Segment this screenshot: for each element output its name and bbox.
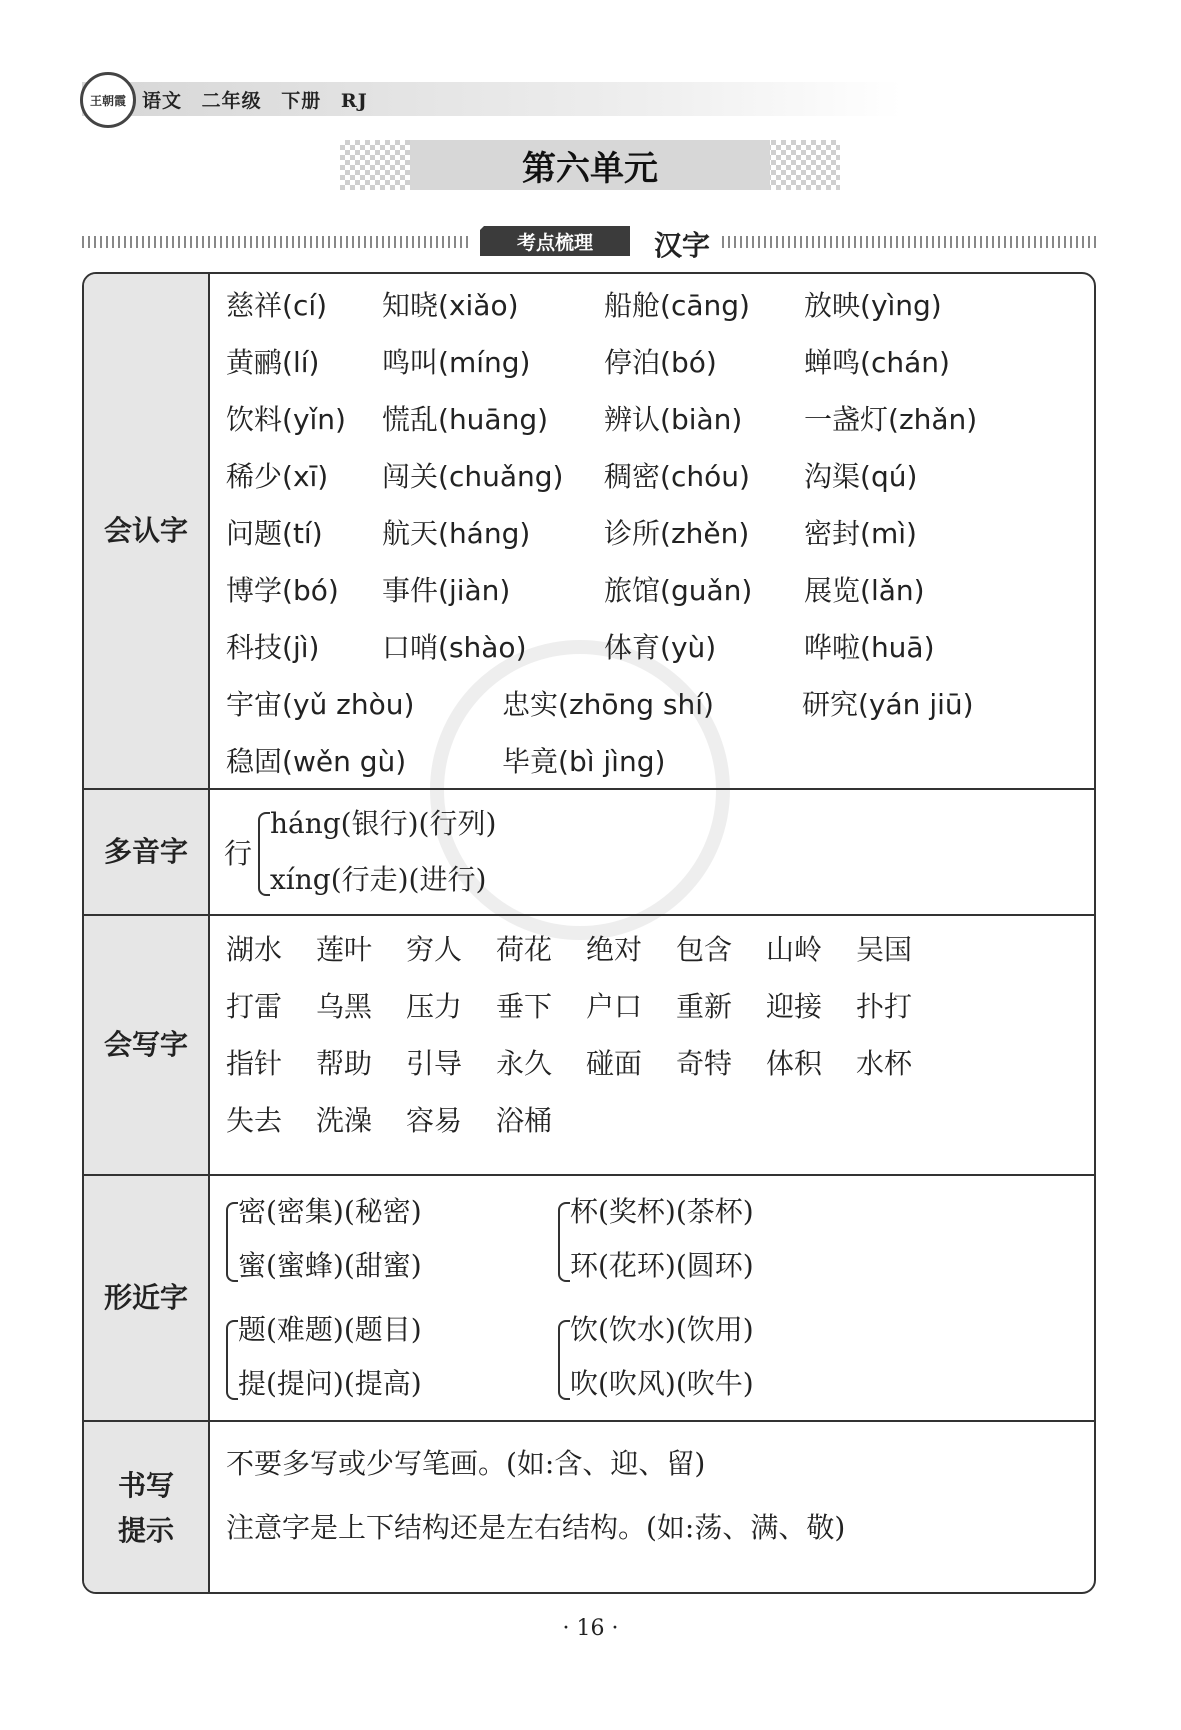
brace [258,812,270,896]
similar-4b: 吹(吹风)(吹牛) [570,1367,754,1400]
recognize-word-hanzi: 慌乱 [382,403,439,436]
tips-content [208,1422,1094,1594]
recognize-word-hanzi: 一盏灯 [804,403,889,436]
recognize-word [502,740,665,780]
tip-line-2: 注意字是上下结构还是左右结构。(如:荡、满、敬) [226,1511,846,1544]
recognize-word [382,284,519,324]
write-word: 帮助 [316,1047,373,1080]
recognize-word-hanzi: 事件 [382,574,439,607]
recognize-word [382,569,510,609]
write-word: 失去 [226,1104,283,1137]
recognize-word-pinyin: (mì) [860,517,917,550]
row-label-recognize: 会认字 [84,274,210,788]
brace [226,1320,238,1400]
recognize-word [382,512,530,552]
recognize-word-pinyin: (chuǎng) [438,460,564,493]
recognize-word-hanzi: 体育 [604,631,661,664]
recognize-word-pinyin: (tí) [282,517,323,550]
row-label-similar: 形近字 [84,1176,210,1420]
recognize-word-hanzi: 蝉鸣 [804,346,861,379]
publisher-logo [80,72,136,128]
recognize-word [382,398,548,438]
recognize-word-hanzi: 口哨 [382,631,439,664]
recognize-word-pinyin: (huā) [860,631,935,664]
subject: 语文 [142,90,183,112]
brace [226,1202,238,1282]
similar-1b: 蜜(蜜蜂)(甜蜜) [238,1249,422,1282]
recognize-word-hanzi: 密封 [804,517,861,550]
recognize-word-pinyin: (cí) [282,289,328,322]
recognize-word-hanzi: 科技 [226,631,283,664]
recognize-word [226,455,328,495]
write-word: 吴国 [856,933,913,966]
recognize-word [604,284,750,324]
polyphone-line-2: xíng(行走)(进行) [270,863,487,896]
recognize-word-pinyin: (jiàn) [438,574,511,607]
recognize-word [226,398,346,438]
write-word: 打雷 [226,990,283,1023]
edition: RJ [340,90,368,112]
logo-text: 王朝霞 [89,93,126,108]
write-word: 湖水 [226,933,283,966]
recognize-word [802,683,974,723]
write-word: 乌黑 [316,990,373,1023]
recognize-word-pinyin: (yǐn) [282,403,346,436]
recognize-word-hanzi: 旅馆 [604,574,661,607]
recognize-word [226,341,319,381]
tip-line-1: 不要多写或少写笔画。(如:含、迎、留) [226,1447,706,1480]
recognize-word [604,626,716,666]
write-word: 垂下 [496,990,553,1023]
recognize-word [604,398,742,438]
recognize-word-hanzi: 稳固 [226,745,283,778]
recognize-word-hanzi: 沟渠 [804,460,861,493]
brace [558,1202,570,1282]
recognize-word [502,683,714,723]
section-header [82,224,1098,262]
recognize-word-pinyin: (zhěn) [660,517,750,550]
recognize-word-pinyin: (háng) [438,517,531,550]
recognize-word [226,512,323,552]
recognize-word-hanzi: 知晓 [382,289,439,322]
similar-content [208,1176,1094,1420]
row-similar [84,1176,1094,1422]
recognize-word-pinyin: (bì jìng) [558,745,666,778]
row-write [84,916,1094,1176]
write-word: 水杯 [856,1047,913,1080]
recognize-word-hanzi: 研究 [802,688,859,721]
recognize-content [208,274,1094,788]
unit-title: 第六单元 [410,140,770,190]
similar-3b: 提(提问)(提高) [238,1367,422,1400]
section-tag: 考点梳理 [480,226,630,256]
write-word: 容易 [406,1104,463,1137]
write-word: 迎接 [766,990,823,1023]
write-word: 体积 [766,1047,823,1080]
recognize-word [382,626,527,666]
row-label-tips-line1: 书写 [117,1469,174,1503]
row-label-write: 会写字 [84,916,210,1174]
grade: 二年级 [201,90,262,112]
recognize-word [226,626,319,666]
recognize-word [804,398,977,438]
write-word: 莲叶 [316,933,373,966]
polyphone-content [208,790,1094,914]
page-number: · 16 · [562,1616,619,1641]
row-label-tips-line2: 提示 [117,1514,174,1547]
recognize-word-hanzi: 饮料 [226,403,283,436]
recognize-word-pinyin: (míng) [438,346,531,379]
dotted-divider-left [82,236,472,248]
recognize-word [604,455,750,495]
recognize-word-pinyin: (bó) [660,346,717,379]
recognize-word-hanzi: 稀少 [226,460,283,493]
write-word: 户口 [586,990,643,1023]
similar-4a: 饮(饮水)(饮用) [570,1313,754,1346]
recognize-word [382,341,530,381]
recognize-word-pinyin: (guǎn) [660,574,753,607]
recognize-word [604,512,749,552]
unit-banner [340,140,840,190]
recognize-word-pinyin: (zhǎn) [888,403,978,436]
polyphone-line-1: háng(银行)(行列) [270,807,497,840]
similar-3a: 题(难题)(题目) [238,1313,422,1346]
recognize-word-pinyin: (yìng) [860,289,942,322]
recognize-word-hanzi: 放映 [804,289,861,322]
recognize-word-pinyin: (yǔ zhòu) [282,688,415,721]
write-word: 山岭 [766,933,823,966]
row-label-tips [84,1422,210,1594]
write-word: 指针 [226,1047,283,1080]
recognize-word [226,740,406,780]
recognize-word-hanzi: 航天 [382,517,439,550]
recognize-word-pinyin: (chóu) [660,460,750,493]
recognize-word-pinyin: (yù) [660,631,717,664]
similar-2a: 杯(奖杯)(茶杯) [570,1195,754,1228]
recognize-word-hanzi: 鸣叫 [382,346,439,379]
recognize-word-pinyin: (yán jiū) [858,688,974,721]
recognize-word [804,284,942,324]
write-word: 压力 [406,990,463,1023]
recognize-word-hanzi: 黄鹂 [226,346,283,379]
recognize-word [604,569,752,609]
write-word: 奇特 [676,1047,733,1080]
section-title: 汉字 [654,229,711,262]
recognize-word-hanzi: 闯关 [382,460,439,493]
row-polyphone [84,790,1094,916]
recognize-word-hanzi: 船舱 [604,289,661,322]
write-word: 碰面 [586,1047,643,1080]
similar-2b: 环(花环)(圆环) [570,1249,754,1282]
recognize-word [804,512,917,552]
write-word: 包含 [676,933,733,966]
recognize-word-pinyin: (wěn gù) [282,745,407,778]
write-word: 绝对 [586,933,643,966]
write-word: 洗澡 [316,1104,373,1137]
recognize-word [226,569,339,609]
recognize-word-pinyin: (xī) [282,460,329,493]
dotted-divider-right [722,236,1098,248]
recognize-word [804,569,925,609]
recognize-word-hanzi: 辨认 [604,403,661,436]
recognize-word [226,284,327,324]
recognize-word-pinyin: (biàn) [660,403,743,436]
term: 下册 [281,90,322,112]
recognize-word-hanzi: 展览 [804,574,861,607]
row-label-polyphone: 多音字 [84,790,210,914]
recognize-word-hanzi: 哗啦 [804,631,861,664]
recognize-word [804,626,935,666]
recognize-word-pinyin: (huāng) [438,403,549,436]
recognize-word-hanzi: 宇宙 [226,688,283,721]
recognize-word-hanzi: 博学 [226,574,283,607]
write-word: 穷人 [406,933,463,966]
recognize-word-pinyin: (jì) [282,631,320,664]
recognize-word-pinyin: (lí) [282,346,320,379]
write-word: 浴桶 [496,1104,553,1137]
recognize-word [804,341,950,381]
recognize-word-pinyin: (chán) [860,346,950,379]
polyphone-char: 行 [224,837,253,870]
brace [558,1320,570,1400]
recognize-word [382,455,563,495]
recognize-word-pinyin: (shào) [438,631,527,664]
recognize-word-hanzi: 诊所 [604,517,661,550]
recognize-word-hanzi: 停泊 [604,346,661,379]
recognize-word-hanzi: 忠实 [502,688,559,721]
recognize-word-pinyin: (lǎn) [860,574,925,607]
recognize-word [804,455,917,495]
write-word: 重新 [676,990,733,1023]
recognize-word-pinyin: (cāng) [660,289,750,322]
recognize-word-hanzi: 问题 [226,517,283,550]
write-word: 引导 [406,1047,463,1080]
write-word: 永久 [496,1047,553,1080]
recognize-word-hanzi: 毕竟 [502,745,559,778]
recognize-word-pinyin: (zhōng shí) [558,688,714,721]
write-word: 扑打 [856,990,913,1023]
similar-1a: 密(密集)(秘密) [238,1195,422,1228]
recognize-word-hanzi: 慈祥 [226,289,283,322]
row-tips [84,1422,1094,1594]
recognize-word-pinyin: (xiǎo) [438,289,519,322]
recognize-word-hanzi: 稠密 [604,460,661,493]
recognize-word-pinyin: (qú) [860,460,918,493]
recognize-word-pinyin: (bó) [282,574,339,607]
recognize-word [226,683,414,723]
row-recognize [84,274,1094,790]
recognize-word [604,341,717,381]
write-word: 荷花 [496,933,553,966]
hanzi-summary-table [82,272,1096,1594]
write-content [208,916,1094,1174]
book-info [142,86,380,113]
